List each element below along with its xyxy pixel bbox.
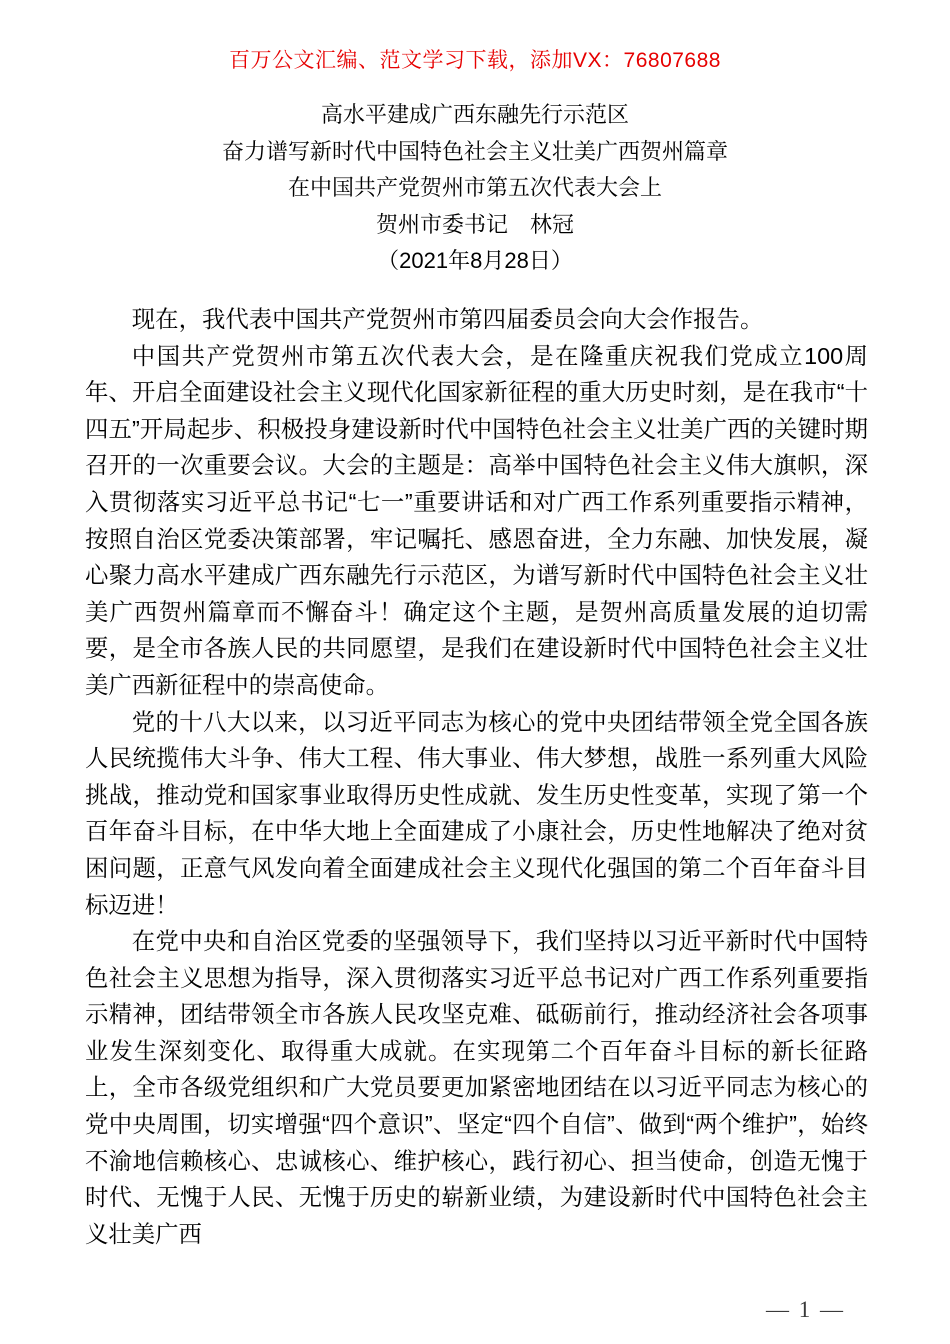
doc-title-block xyxy=(0,97,950,280)
body-paragraph: 在党中央和自治区党委的坚强领导下，我们坚持以习近平新时代中国特色社会主义思想为指导，深入贯彻落实习近平总书记对广西工作系列重要指示精神，团结带领全市各族人民攻坚克难、砥砺前行，推动经济社会各项事业发生深刻变化、取得重大成就。在实现第二个百年奋斗目标的新长征路上，全市各级党组织和广大党员要更加紧密地团结在以习近平同志为核心的党中央周围，切实增强“四个意识”、坚定“四个自信”、做到“两个维护”，始终不渝地信赖核心、忠诚核心、维护核心，践行初心、担当使命，创造无愧于时代、无愧于人民、无愧于历史的崭新业绩，为建设新时代中国特色社会主义壮美广西 xyxy=(85,928,868,1247)
promo-notice: 百万公文汇编、范文学习下载，添加VX：76807688 xyxy=(229,49,721,72)
body-paragraph: 党的十八大以来，以习近平同志为核心的党中央团结带领全党全国各族人民统揽伟大斗争、伟大工程、伟大事业、伟大梦想，战胜一系列重大风险挑战，推动党和国家事业取得历史性成就、发生历史性变革，实现了第一个百年奋斗目标，在中华大地上全面建成了小康社会，历史性地解决了绝对贫困问题，正意气风发向着全面建成社会主义现代化强国的第二个百年奋斗目标迈进！ xyxy=(85,708,868,918)
doc-title-line-1: 高水平建成广西东融先行示范区 xyxy=(320,102,629,127)
doc-occasion: 在中国共产党贺州市第五次代表大会上 xyxy=(287,175,662,201)
doc-body xyxy=(85,301,868,1252)
doc-author: 贺州市委书记 林冠 xyxy=(375,211,574,237)
body-paragraph: 中国共产党贺州市第五次代表大会，是在隆重庆祝我们党成立100周年、开启全面建设社会主义现代化国家新征程的重大历史时刻，是在我市“十四五”开局起步、积极投身建设新时代中国特色社会主义壮美广西的关键时期召开的一次重要会议。大会的主题是：高举中国特色社会主义伟大旗帜，深入贯彻落实习近平总书记“七一”重要讲话和对广西工作系列重要指示精神，按照自治区党委决策部署，牢记嘱托、感恩奋进，全力东融、加快发展，凝心聚力高水平建成广西东融先行示范区，为谱写新时代中国特色社会主义壮美广西贺州篇章而不懈奋斗！确定这个主题，是贺州高质量发展的迫切需要，是全市各族人民的共同愿望，是我们在建设新时代中国特色社会主义壮美广西新征程中的崇高使命。 xyxy=(85,342,868,698)
doc-title-line-2: 奋力谱写新时代中国特色社会主义壮美广西贺州篇章 xyxy=(221,138,728,164)
page-number: — 1 — xyxy=(766,1297,845,1322)
doc-date: （2021年8月28日） xyxy=(377,248,573,274)
body-paragraph: 现在，我代表中国共产党贺州市第四届委员会向大会作报告。 xyxy=(131,306,764,332)
